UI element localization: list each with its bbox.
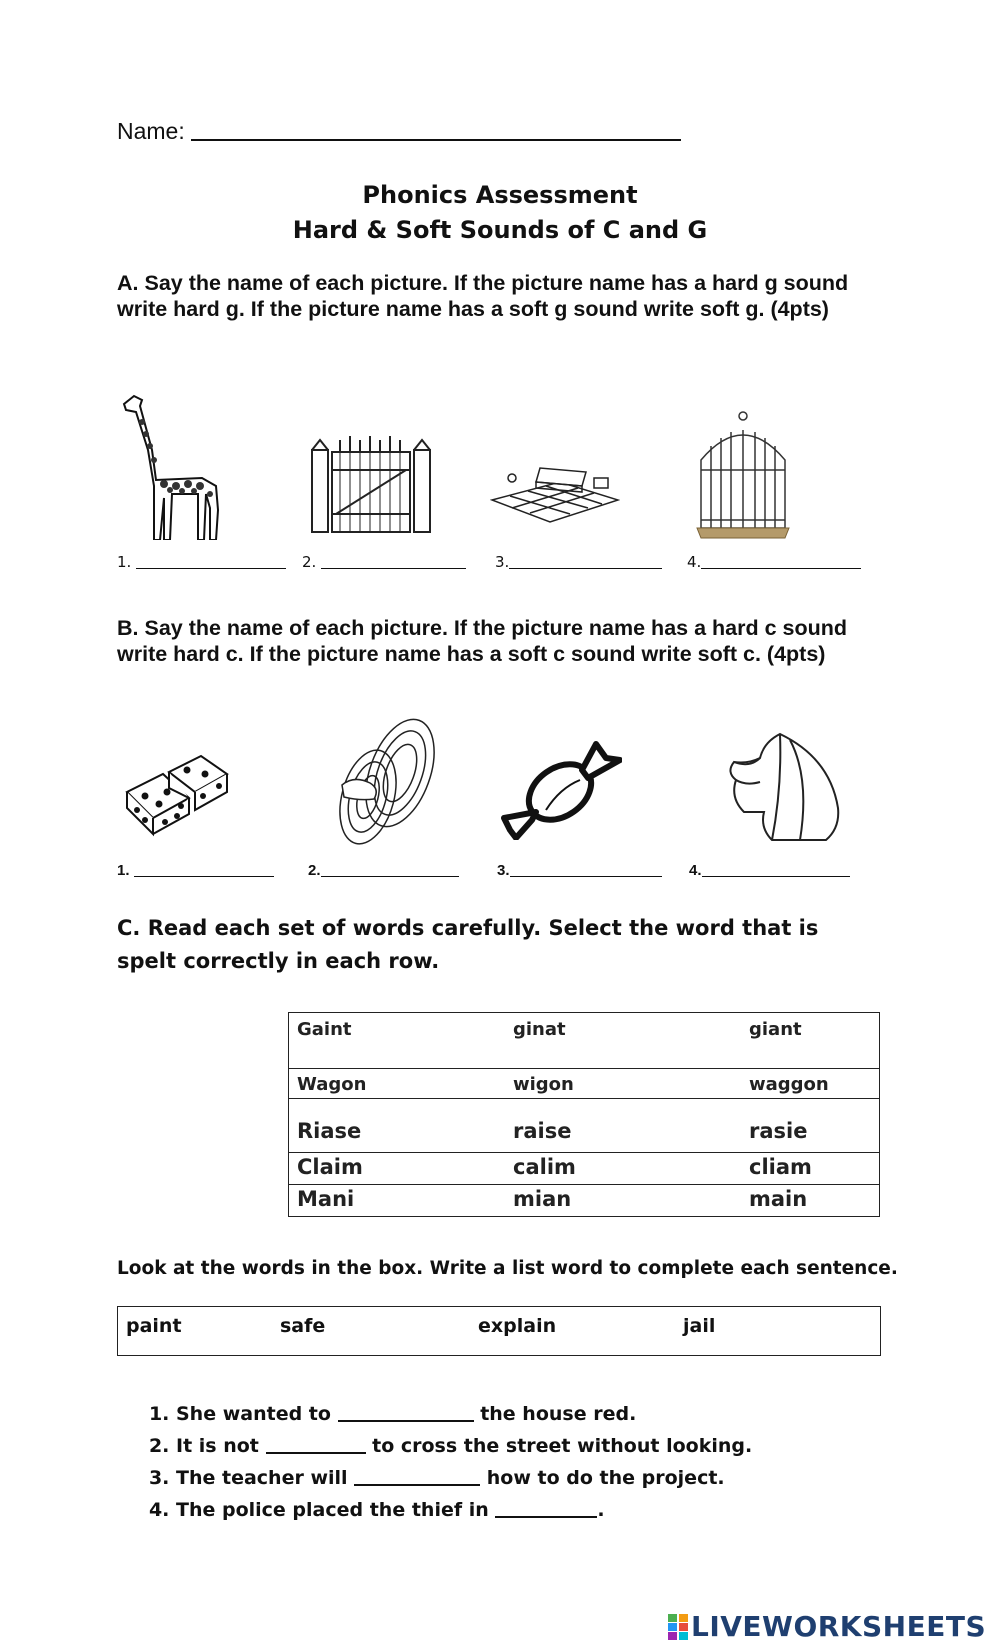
sentence-text: . (597, 1499, 605, 1521)
table-row (289, 1069, 880, 1099)
blank-a1[interactable] (117, 553, 286, 571)
word-choice[interactable]: mian (505, 1185, 741, 1217)
section-c-instruction: C. Read each set of words carefully. Select the word that is spelt correctly in each row. (117, 916, 819, 973)
section-a-instruction: A. Say the name of each picture. If the picture name has a hard g sound write hard g. If the picture name has a soft g sound write soft g. (4pts) (117, 271, 849, 321)
cymbals-icon (330, 715, 445, 850)
blank-number: 3. (495, 553, 510, 571)
blank-a3[interactable] (495, 553, 662, 571)
blank-number: 1. (117, 553, 132, 571)
blank-b4[interactable] (689, 862, 850, 879)
word-choice-table (288, 1012, 880, 1217)
word-choice[interactable]: Mani (289, 1185, 506, 1217)
sentence-item (176, 1494, 752, 1526)
sentence-blank[interactable] (495, 1498, 597, 1518)
word-choice[interactable]: ginat (505, 1013, 741, 1069)
dice-icon (123, 752, 233, 837)
blank-b2[interactable] (308, 862, 459, 879)
word-bank-item: safe (280, 1315, 326, 1337)
blank-number: 1. (117, 862, 130, 879)
sentence-item (176, 1398, 752, 1430)
word-bank-box (117, 1306, 881, 1356)
word-choice[interactable]: cliam (741, 1153, 880, 1185)
gate-icon (310, 430, 432, 535)
word-choice[interactable]: giant (741, 1013, 880, 1069)
birdcage-icon (693, 410, 793, 540)
liveworksheets-logo-icon (668, 1614, 688, 1640)
word-choice[interactable]: Gaint (289, 1013, 506, 1069)
word-bank-item: explain (478, 1315, 557, 1337)
liveworksheets-logo (668, 1610, 986, 1643)
word-bank-item: jail (683, 1315, 716, 1337)
word-choice[interactable]: Wagon (289, 1069, 506, 1099)
blank-number: 4. (689, 862, 702, 879)
name-field (117, 118, 681, 145)
word-choice[interactable]: main (741, 1185, 880, 1217)
section-d-instruction: Look at the words in the box. Write a list word to complete each sentence. (117, 1258, 898, 1279)
blank-number: 4. (687, 553, 702, 571)
blank-b3[interactable] (497, 862, 662, 879)
sentence-blank[interactable] (354, 1466, 480, 1486)
sentence-blank[interactable] (338, 1402, 474, 1422)
blank-b1[interactable] (117, 862, 274, 879)
blank-number: 2. (308, 862, 321, 879)
blank-number: 2. (302, 553, 317, 571)
sentence-text: She wanted to (176, 1403, 331, 1425)
board-game-icon (490, 460, 620, 532)
word-choice[interactable]: raise (505, 1099, 741, 1153)
blank-a4[interactable] (687, 553, 861, 571)
page-title: Phonics Assessment (362, 181, 638, 209)
word-bank-item: paint (126, 1315, 182, 1337)
sentence-text: It is not (176, 1435, 259, 1457)
sentence-list (120, 1398, 752, 1526)
word-choice[interactable]: calim (505, 1153, 741, 1185)
sentence-item (176, 1462, 752, 1494)
sentence-text: how to do the project. (480, 1467, 725, 1489)
name-blank[interactable] (191, 119, 681, 141)
table-row (289, 1185, 880, 1217)
word-choice[interactable]: waggon (741, 1069, 880, 1099)
section-b-instruction: B. Say the name of each picture. If the picture name has a hard c sound write hard c. If the picture name has a soft c sound write soft c. (4pts) (117, 616, 847, 666)
candy-icon (500, 740, 622, 840)
blank-a2[interactable] (302, 553, 466, 571)
page-subtitle: Hard & Soft Sounds of C and G (292, 216, 708, 244)
sentence-item (176, 1430, 752, 1462)
table-row (289, 1099, 880, 1153)
conch-shell-icon (720, 728, 850, 848)
sentence-text: The teacher will (176, 1467, 348, 1489)
sentence-blank[interactable] (266, 1434, 366, 1454)
giraffe-icon (112, 390, 232, 540)
blank-number: 3. (497, 862, 510, 879)
word-choice[interactable]: Riase (289, 1099, 506, 1153)
word-choice[interactable]: Claim (289, 1153, 506, 1185)
sentence-text: to cross the street without looking. (365, 1435, 753, 1457)
sentence-text: the house red. (480, 1403, 637, 1425)
table-row (289, 1013, 880, 1069)
table-row (289, 1153, 880, 1185)
logo-text: LIVEWORKSHEETS (691, 1610, 987, 1643)
name-label: Name: (117, 118, 185, 144)
word-choice[interactable]: rasie (741, 1099, 880, 1153)
word-choice[interactable]: wigon (505, 1069, 741, 1099)
sentence-text: The police placed the thief in (176, 1499, 489, 1521)
